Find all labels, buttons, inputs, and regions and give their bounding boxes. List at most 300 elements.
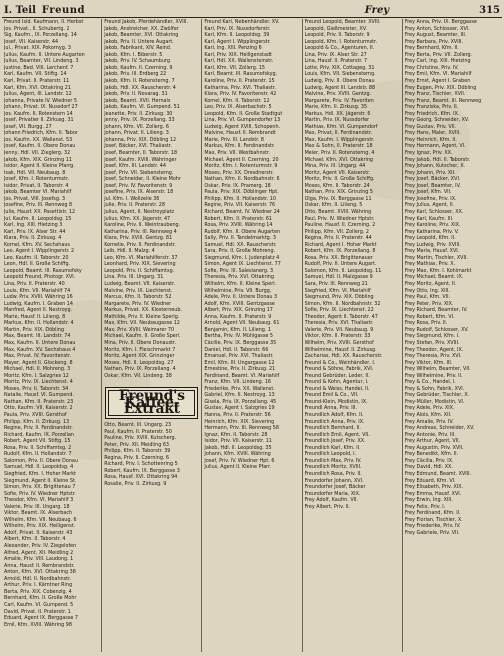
freunds-kaffee-extrakt-ad xyxy=(105,387,198,419)
directory-entry: Frey Mathias, Priv. X. xyxy=(404,261,456,268)
directory-entry: Richard, Kaufm. IX. Porzellan xyxy=(4,431,74,438)
directory-entry: Freundorfer Maria, XIX. xyxy=(304,490,361,497)
directory-entry: Leopold, Kfm. II. Große Stadtgut xyxy=(204,110,283,117)
column-3 xyxy=(202,19,302,652)
directory-entry: Markus, Kfm. II. Ferdinandstr. xyxy=(204,143,275,150)
directory-entry: Frey Edmund, Beamt. XVIII. xyxy=(404,470,472,477)
directory-entry: Freund Jakob, Pferdehändler, XVIII. xyxy=(104,19,189,25)
directory-entry: Ludwig, Beamt. VII. Kaiserstr. xyxy=(104,281,176,287)
directory-entry: Theresia, Priv. XVI. Thaliastr. xyxy=(304,320,374,327)
directory-entry: Frey Amalie, Priv. IV. xyxy=(404,418,454,425)
directory-entry: Gabriel, Kfm. II. Nestroyg. 13 xyxy=(204,392,275,399)
directory-entry: Karoline, Priv. II. Praterstr. 15 xyxy=(204,77,275,84)
directory-entry: Frey Franziska, Priv. II. xyxy=(404,104,459,111)
directory-entry: Rosa, Priv. XX. Brigittenauer xyxy=(304,254,373,261)
directory-entry: Frey Rudolf, Schlosser, XV. xyxy=(404,326,469,333)
directory-entry: Sofie, Priv. IX. Liechtenst. 22 xyxy=(304,307,374,314)
directory-entry: Ludwig, Kaufm. I. Graben 14 xyxy=(4,300,73,307)
directory-entry: Klara, Priv. XVIII. Gentzg. 81 xyxy=(104,235,173,242)
directory-entry: Freundorfer Johann, XVI. xyxy=(304,477,364,484)
directory-entry: Manfred, Agent II. Nestroyg. xyxy=(4,307,73,314)
directory-entry: Salomon, Kfm. II. Leopoldsg. 11 xyxy=(304,267,382,274)
directory-entry: Frey Julius, Agent, II. xyxy=(404,202,455,209)
directory-entry: Malvine, Priv. IX. Liechtenst. xyxy=(104,287,173,294)
directory-entry: Leopold, Gießmeister, XV. xyxy=(304,25,367,32)
directory-entry: Arnold, Agent VII. Neubaug. 61 xyxy=(204,320,280,327)
directory-entry: Ernestine, Priv. II. Zirkusg. 21 xyxy=(204,366,276,373)
directory-entry: Oskar, Kfm. VII. Lindeng. 38 xyxy=(104,372,172,379)
directory-entry: Jakob, Priv. II. Novarag. 31 xyxy=(104,91,168,98)
directory-entry: Jul. Kfm. I. Wollzeile 36 xyxy=(104,195,160,202)
directory-entry: Frey Friedrich, Kfm. IX. xyxy=(404,110,460,117)
directory-entry: Alexander, Priv. IV. Ziegelofen xyxy=(4,543,77,549)
directory-entry: Julie, Priv. II. Praterstr. 28 xyxy=(104,202,165,209)
directory-entry: Frey Elisabeth, Priv. XIX. xyxy=(404,484,464,491)
directory-entry: Lina, Priv. IX. Alser Str. 27 xyxy=(304,51,367,58)
directory-entry: Wilhelm, Kfm. II. Kleine Sperl. xyxy=(204,281,277,287)
directory-entry: Jos. Privat., II. Schubertg. 2 xyxy=(4,25,70,32)
directory-entry: Margarete, Priv. IV. Favoriten xyxy=(304,97,374,104)
directory-entry: Jakob, Kfm. II. Rotensterng. 7 xyxy=(104,77,175,84)
directory-entry: Frey Richard, Beamter, IV. xyxy=(404,307,468,314)
directory-entry: Frey Max, Kfm. I. Kohlmarkt xyxy=(404,267,472,274)
directory-entry: Freundlich Emil, Agent, VII. xyxy=(304,431,370,438)
directory-entry: Bertha, Priv. IV. Mühlgasse 5 xyxy=(204,333,273,340)
directory-entry: Sally, Priv. II. Tandelmarktg. 3 xyxy=(204,235,276,242)
directory-entry: Rosalie, Priv. II. Zirkusg. 9 xyxy=(104,480,167,487)
directory-entry: Freundlich Josef, Priv. XX. xyxy=(304,438,366,445)
directory-entry: Salomon, Priv. II. Obere Donau xyxy=(4,457,78,464)
directory-entry: Kornel, Kfm. II. Taborstr. 12 xyxy=(204,97,270,104)
directory-entry: Philipp, Kfm. II. Hollandstr. 10 xyxy=(204,195,276,202)
directory-entry: Frey Robert, Kfm. VI. xyxy=(404,313,455,320)
directory-entry: Samuel, Hdl. XX. Rauscherstr. xyxy=(204,241,277,248)
directory-entry: Ludw. Priv. XVIII. Währing 16 xyxy=(4,294,73,301)
directory-entry: Mathilde, Priv. II. Kleine Sperlg. xyxy=(104,313,180,320)
directory-entry: Karl, Beamt. III. Rasumofskyg. xyxy=(204,71,278,78)
directory-entry: Julius, Agent II. Kleine Pfarr. xyxy=(204,464,272,471)
directory-entry: Frey Alois, Kfm. XII. xyxy=(404,412,452,418)
directory-entry: Rudolf, Kfm. II. Hollandstr. 7 xyxy=(4,451,72,458)
directory-entry: Frey Otto, Ing. XIII. xyxy=(404,287,450,294)
directory-entry: Albert, Priv. XIX. Grinzing 17 xyxy=(204,307,273,314)
directory-entry: Daniel, Hdl. II. Taborstr. 66 xyxy=(204,346,269,353)
directory-entry: Frey Georg, Schneider, XV. xyxy=(404,117,470,124)
directory-entry: Max, Privat. IV. Favoritenstr. xyxy=(4,353,72,360)
directory-entry: Freundlich Adolf, Kfm. II. xyxy=(304,412,364,418)
directory-entry: Frey Bernhard, Kfm. II. xyxy=(404,45,459,52)
directory-entry: Leonhard, Priv. XIX. Sievering xyxy=(104,261,176,268)
directory-entry: Josef, Priv. IV. Favoritenstr. 9 xyxy=(104,182,173,189)
directory-entry: Carl, Kaufm. VI. Gumpend. 5 xyxy=(4,601,74,608)
directory-entry: Emanuel, Priv. XVI. Thaliastr. xyxy=(204,353,274,360)
directory-entry: Frey Franz, Beamt. III. Rennweg xyxy=(404,97,482,104)
directory-entry: Frey Josefine, Priv. IX. xyxy=(404,195,457,202)
directory-entry: Leib, Hdl. II. Malzg. 4 xyxy=(104,248,155,255)
directory-entry: Johann Friedrich, Kfm. II. Tabor xyxy=(4,130,78,137)
directory-entry: Frey Christine, Priv. IV. xyxy=(404,64,459,71)
directory-entry: Frey Rosa, Priv. II. xyxy=(404,320,448,327)
directory-entry: Isak, Hdl. VII. Neubaug. 8 xyxy=(4,169,66,176)
directory-entry: Frey Stefan, Priv. XVIII. xyxy=(404,339,460,346)
directory-entry: Leopold, Beamt. III. Rasumofsky xyxy=(4,267,82,274)
directory-entry: Oskar, Kfm. II. Lilieng. 5 xyxy=(304,202,363,209)
directory-entry: Frey David, Hdl. XX. xyxy=(404,464,453,471)
directory-entry: Frey Berta, Priv. VII. Zollerg. xyxy=(404,51,473,58)
directory-entry: Peter, Priv. XII. Meidling 63 xyxy=(104,441,169,448)
directory-entry: Lina, Priv. III. Ungarg. 31 xyxy=(104,274,164,281)
directory-entry: Moritz, Priv. II. Große Schiffg. xyxy=(304,176,375,183)
directory-entry: Jos. Kaufm. XX. Wallenst. 53 xyxy=(4,136,73,143)
directory-entry: Max & Sohn, II. Praterstr. 18 xyxy=(304,143,373,150)
directory-entry: Lotte, Priv. XIX. Cottageg. 31 xyxy=(304,64,375,71)
directory-entry: Mathias, Kfm. VI. Gumpendorf xyxy=(304,123,378,130)
directory-entry: Jakob, Beamter VI. Mariahilf xyxy=(4,189,72,196)
directory-entry: Josef, Beamter, II. Taborstr. 18 xyxy=(104,150,178,156)
directory-entry: Karoline, Priv. II. Weintraubeng. xyxy=(104,222,181,229)
directory-entry: Josefine, Priv. IX. Alserstr. 18 xyxy=(104,189,174,196)
directory-entry: Max, Kaufm. XV. Sechshaus 4 xyxy=(4,346,76,353)
directory-entry: Adolf, Privat. II. Kaiserstr. 43 xyxy=(4,529,73,536)
directory-entry: Marie, Hausf. II. Lilieng. 8 xyxy=(4,313,66,320)
directory-entry: Bernhard, Kfm. II. Große Mohr xyxy=(4,595,77,602)
directory-entry: Margarete, Priv. IV. Wiedner xyxy=(104,300,172,307)
header-part-label: I. Teil xyxy=(4,4,36,16)
directory-entry: Philipp, Kfm. II. Taborstr. 39 xyxy=(104,448,171,455)
column-4 xyxy=(303,19,403,652)
directory-entry: Josef, Bäcker, XVI. Thaliastr. xyxy=(104,143,172,150)
directory-entry: Johann, Privat. II. Lilieng. 3 xyxy=(104,130,169,137)
directory-entry: Siegmund, Priv. XIX. Döbling xyxy=(304,294,374,301)
directory-entry: Frey Adele, Priv. XIX. xyxy=(404,405,455,412)
directory-entry: Frey Josef, Kfm. VII. xyxy=(404,189,452,196)
header-right-word: Frey xyxy=(364,4,390,16)
directory-entry: Frey Gabriele, Priv. VII. xyxy=(404,529,460,536)
directory-entry: Frey Gebrüder, Tischler, X. xyxy=(404,392,470,399)
directory-entry: Freund-Klein, Modistin, IX. xyxy=(304,398,368,405)
directory-entry: Karl, Kaufm. VII. Stiftg. 14 xyxy=(4,71,67,78)
directory-entry: Paul, Priv. IV. Wiedner Hptstr. xyxy=(304,215,375,222)
directory-entry: Zacharias, Hdl. XX. Rauscherstr. xyxy=(304,353,383,360)
directory-entry: Wilhelmine, Priv. VII. Burgg. xyxy=(204,287,272,294)
directory-entry: Karl, Priv. IX. Nussdorferstr. xyxy=(204,25,271,32)
directory-entry: Jakob, Priv. II. Untere Augart. xyxy=(104,38,174,45)
directory-entry: Sofie, Priv. III. Salesianerg. 3 xyxy=(204,267,274,274)
directory-entry: Josef, Kaufm. XVIII. Währinger xyxy=(104,156,177,163)
directory-entry: Viktor, Kfm. II. Praterstr. 33 xyxy=(304,333,371,340)
directory-entry: Frey Albert, Priv. II. xyxy=(304,503,351,510)
directory-entry: Louis, Kfm. VII. Mariahilf 74 xyxy=(4,287,71,294)
directory-entry: Julius, Kaufm. II. Untere Augarten xyxy=(4,51,85,58)
directory-entry: Freund Leopold, Beamter. XVIII. xyxy=(304,19,381,25)
directory-entry: Regina, Priv. II. Czerning. 6 xyxy=(104,454,170,461)
directory-entry: Max, Priv. XVIII. Weimarer 70 xyxy=(104,326,175,333)
directory-entry: Frey Heinrich, Kfm. II. xyxy=(404,136,457,143)
directory-entry: Anton, Kfm. XVI. Ottakring 38 xyxy=(4,569,76,576)
directory-entry: Jakob, Priv. III. Erdberg 22 xyxy=(104,71,167,78)
directory-entry: Moritz, Agent XIX. Grinzinger xyxy=(104,353,175,360)
directory-entry: Marcus, Kfm. II. Taborstr. 52 xyxy=(104,294,172,301)
directory-entry: Freund Karl, Nebenhändler. XV. xyxy=(204,19,280,25)
directory-entry: Richard, Agent I. Hoher Markt xyxy=(304,241,377,248)
directory-entry: Josef, Priv. IV. Wiedner Hpt. 6 xyxy=(204,457,275,464)
directory-entry: Regina, Priv. II. Praterstr. 44 xyxy=(304,235,372,242)
column-5 xyxy=(403,19,502,652)
ad-text: Freund's Kaffee-Extrakt xyxy=(118,388,185,418)
page-header xyxy=(4,3,500,17)
directory-entry: Frey Felix, Priv. I. xyxy=(404,503,446,510)
directory-entry: Robert, Agent VII. Stiftg. 15 xyxy=(4,438,71,445)
directory-entry: Frey Josef, Bäcker, XVI. xyxy=(404,176,461,183)
header-rule xyxy=(2,17,502,18)
directory-entry: Freund Emil & Co., VII. xyxy=(304,392,359,399)
directory-entry: Freundorfer Josef, Bäcker xyxy=(304,484,366,491)
directory-entry: Frey Michael, Beamt. IX. xyxy=(404,274,464,281)
directory-entry: Nathan, Priv. XIX. Grinzing 5 xyxy=(304,189,374,196)
directory-entry: Johanna, Private IV. Wiedner 5 xyxy=(4,97,77,104)
directory-entry: Frey Carl, Ing. XIII. Hietzing xyxy=(404,58,471,65)
directory-entry: Frey Moritz, Agent, II. xyxy=(404,281,457,287)
directory-entry: Friederike, Priv. XX. Wallenst. xyxy=(204,385,275,392)
directory-entry: Eduard, Agent IX. Berggasse 7 xyxy=(4,615,78,622)
directory-entry: Karl, Kfm. II. Leopoldsg. 39 xyxy=(204,32,270,39)
directory-entry: Frey Anton, Schlosser, XVI. xyxy=(404,25,470,32)
directory-entry: Philipp, Kfm. II. Zirkusg. 13 xyxy=(4,418,70,425)
directory-entry: Nathan, Kfm. II. Nordbahnstr. 6 xyxy=(204,176,280,183)
directory-entry: Frey Andreas, Schneider, XV. xyxy=(404,425,475,432)
directory-entry: Martin, Priv. IX. Nussdorfer xyxy=(304,117,370,124)
directory-entry: Max, Kfm. VII. Neubaugasse 12 xyxy=(104,320,180,327)
directory-entry: Arnold, Hdl. II. Nordbahnstr. xyxy=(4,575,72,582)
header-left-word: Freund xyxy=(41,4,85,16)
directory-entry: Johann, Privat. IX. Nussdorf 27 xyxy=(4,104,78,111)
directory-entry: Johanna, Priv. XIX. Döbling 12 xyxy=(104,136,177,143)
directory-entry: Josef, Schneider, II. Kleine Mohr xyxy=(104,176,181,183)
directory-entry: Josef, Priv. VII. Siebensterng. xyxy=(104,169,174,176)
directory-entry: Frey Barbara, Priv. XVIII. xyxy=(404,38,464,45)
directory-entry: Isidor, Priv. VII. Kaiserstr. 11 xyxy=(204,438,272,445)
directory-entry: Frey Johann, Kutscher, X. xyxy=(404,163,466,170)
directory-entry: Kornel, Kfm. XV. Sechshaus xyxy=(4,241,70,248)
directory-entry: Malvine, Priv. XVIII. Gentzg. xyxy=(304,91,372,98)
directory-entry: Rosa, Priv. II. Schiffamtsg. 2 xyxy=(4,444,72,451)
directory-entry: Lina, Priv. II. Praterstr. 40 xyxy=(4,281,65,287)
directory-entry: Frey Ludwig, Priv. XVIII. xyxy=(404,241,461,248)
directory-entry: Mina, Priv. II. Obere Donaustr. xyxy=(104,339,177,346)
directory-entry: Jakob, Kfm. I. Biberstr. 5 xyxy=(104,51,163,58)
directory-entry: Simon, Priv. XX. Brigittenau 7 xyxy=(4,484,76,491)
directory-entry: Anna, Hausf. II. Rembrandstr. xyxy=(4,562,75,569)
directory-entry: Frey Wilhelmine, Priv. II. xyxy=(404,372,463,379)
directory-entry: Frey Emil, Kfm. VI. Mariahilf xyxy=(404,71,472,78)
header-right xyxy=(365,5,500,16)
directory-entry: Julie, Hausf. XX. Pasettistr. 12 xyxy=(4,208,76,215)
directory-entry: Freundlich Leopold, I. xyxy=(304,451,357,458)
directory-entry: Franz, Kfm. VII. Lindeng. 16 xyxy=(204,379,272,386)
directory-entry: Jakob, Kaufm. VI. Gumpend. 51 xyxy=(104,104,180,111)
directory-entry: Frey & Sohn, Fabrik, XVI. xyxy=(404,385,465,392)
directory-entry: Moritz, Kfm. I. Fleischmarkt 7 xyxy=(104,346,176,353)
directory-entry: Leopold Freund, Photogr. XVI. xyxy=(4,274,76,281)
directory-entry: Moses, Priv. XX. Dresdnerstr. xyxy=(204,169,274,176)
directory-entry: Freundlich Anna, Priv. IX. xyxy=(304,418,365,425)
directory-entry: Leopold, Priv. II. Taborstr. 9 xyxy=(304,32,370,39)
directory-entry: Jakob, Priv. IV. Schaumburg xyxy=(104,58,170,65)
directory-entry: Frey Arthur, Agent, VII. xyxy=(404,438,461,445)
directory-entry: Frey Friederike, Priv. IV. xyxy=(404,523,461,530)
directory-entry: Philipp, Kfm. VII. Zollerg. 2 xyxy=(304,228,369,235)
directory-entry: Mina, Priv. III. Ungarg. 44 xyxy=(304,163,366,170)
directory-entry: Leo, Priv. IX. Alserbachstr. 5 xyxy=(204,104,272,111)
directory-entry: Leopold, Priv. II. Schiffamtsg. xyxy=(104,267,175,274)
directory-entry: Markus, Kfm. II. Hollandstr. 4 xyxy=(4,320,74,327)
directory-entry: Karl, Privat. II. Praterstr. 11 xyxy=(4,77,70,84)
directory-entry: Josef, Privatier II. Zirkusg. 31 xyxy=(4,117,74,124)
directory-entry: Hanna, Priv. II. Praterstr. 56 xyxy=(204,412,271,418)
directory-entry: Rosa, Hausf. XVI. Ottakring 94 xyxy=(104,474,178,481)
directory-entry: Frey Erwin, Ing. XIII. xyxy=(404,497,453,504)
directory-entry: Ferdinand, Beamt. VI. Mariahilf xyxy=(204,372,280,379)
directory-entry: Jakob, Hdl. II. Leopoldsg. 35 xyxy=(204,444,272,451)
directory-entry: Otto, Kaufm. VII. Kaiserstr. 2 xyxy=(4,405,73,412)
page-number: 315 xyxy=(479,4,500,16)
directory-entry: Wilhelmine, Hausf. II. Zirkusg. xyxy=(304,346,377,353)
directory-entry: Karl, Kfm. VII. Zollerg. 15 xyxy=(204,64,266,71)
directory-entry: Freund Isid. Kaufmann, II. Herbst xyxy=(4,19,84,25)
directory-entry: Frey Wilhelm, Beamter, VII. xyxy=(404,366,471,373)
directory-entry: Hermann, Priv. III. Rennweg 58 xyxy=(204,425,279,432)
directory-entry: Leo, Kaufm. II. Taborstr. 20 xyxy=(4,254,69,261)
directory-entry: Sara, Priv. II. Große Mohreng. xyxy=(204,248,276,255)
directory-entry: Markus, Privat. XX. Klosterneub. xyxy=(104,307,182,314)
directory-entry: Leo, Agent I. Wipplingerstr. 2 xyxy=(4,248,75,255)
directory-entry: Frey Peter, Priv. XIX. xyxy=(404,300,454,307)
directory-entry: Moritz, Kfm. I. Rotenturmstr. 9 xyxy=(204,163,278,170)
directory-entry: Karl, Kfm. XVI. Ottakring 21 xyxy=(4,84,71,91)
directory-entry: Otto, Beamt. III. Ungarg. 23 xyxy=(104,422,172,428)
directory-entry: Frey Siegmund, Kfm. I. xyxy=(404,333,460,340)
directory-entry: Pauline, Hausf. II. Czerning. 2 xyxy=(304,222,376,229)
directory-entry: Frey Hermann, Agent, VI. xyxy=(404,143,466,150)
directory-entry: Wilhelm, Kfm. VII. Neubaug. 6 xyxy=(4,516,77,523)
directory-entry: Martin, Priv. XIX. Döbling xyxy=(4,326,65,333)
directory-entry: Freund & Kohn, Agentur, I. xyxy=(304,379,369,386)
directory-entry: Regine, Priv. VII. Kaiserstr. 76 xyxy=(204,202,276,209)
directory-entry: Samuel, Hdl. II. Malzgasse 9 xyxy=(304,274,373,281)
directory-entry: Josefine, Priv. III. Rennweg 8 xyxy=(4,202,73,209)
directory-entry: Moses, Kfm. II. Taborstr. 24 xyxy=(304,182,370,189)
directory-entry: Kornelie, Priv. II. Ferdinandstr. xyxy=(104,241,176,248)
directory-entry: Josef, Kfm. III. Landstr. 44 xyxy=(104,163,166,170)
directory-entry: Karl, Ing. XIII. Hietzing 3 xyxy=(4,222,63,229)
directory-entry: Rosa, Priv. XVIII. Währing 14 xyxy=(204,222,273,229)
directory-entry: Paul, Kaufm. II. Praterstr. 50 xyxy=(104,428,172,435)
directory-entry: Moses, Priv. II. Taborstr. 34 xyxy=(4,385,69,392)
directory-entry: Heinrich, Kfm. XIX. Sievering xyxy=(204,418,275,425)
directory-entry: Valerie, Priv. III. Ungarg. 18 xyxy=(4,503,70,510)
directory-entry: Mayer, Agent II. Glockeng. 8 xyxy=(4,359,73,366)
directory-entry: Isidor, Privat, II. Taborstr. 4 xyxy=(4,182,69,189)
directory-entry: Karl, Agent I. Wipplingerstr. xyxy=(204,38,271,45)
directory-entry: Ludwig, Agent XVIII. Schopenh. xyxy=(204,123,281,130)
directory-entry: Frey Paul, Kfm. VII. xyxy=(404,294,451,301)
directory-entry: Frey Karoline, Priv. XIX. xyxy=(404,222,461,229)
directory-entry: Justine, Bed. VIII. Lerchenf. 7 xyxy=(4,64,74,71)
directory-entry: Julius, Agent, III. Landstr. 12 xyxy=(4,91,72,98)
directory-entry: Frey Antonie, Priv. III. xyxy=(404,431,456,438)
directory-entry: Wilhelm, Priv. XIX. Heiligenst. xyxy=(4,523,76,530)
directory-entry: Jakob, Fabrikant, XIV. Reind. xyxy=(104,45,172,52)
directory-entry: Frey Anna, Priv. IX. Berggasse xyxy=(404,19,477,25)
directory-entry: Jakob, Anstreicher. XX. Zwölfer xyxy=(104,25,179,32)
directory-entry: Ignaz, Kfm. II. Taborstr. 28 xyxy=(204,431,268,438)
directory-entry: Frey Katharina, Priv. V. xyxy=(404,228,459,235)
header-left xyxy=(4,5,85,16)
directory-entry: Katharina, Priv. XVI. Thaliastr. xyxy=(204,84,276,91)
directory-entry: Markus, Hdl. XX. Jägerstr. 6 xyxy=(304,110,371,117)
directory-entry: Wilhelm, Priv. XVIII. Gersthof xyxy=(304,339,374,346)
directory-entry: Frey August, Beamter, III. xyxy=(404,32,467,39)
directory-entry: Frey Ferdinand, Kfm. II. xyxy=(404,510,461,517)
directory-entry: Sig. Kaufm., IX. Porzellang. 14 xyxy=(4,32,77,39)
directory-entry: Max, Kaufm. II. Untere Donau xyxy=(4,339,76,346)
directory-entry: Leopold, Kfm. I. Rotenturmstr. xyxy=(304,38,378,45)
directory-entry: Freund & Söhne, Fabrik, XVI. xyxy=(304,366,374,373)
directory-entry: Moritz, Priv. IX. Liechtenst. 4 xyxy=(4,379,73,386)
directory-entry: Siegfried, Kfm. I. Hoher Markt xyxy=(4,470,76,477)
directory-entry: Siegfried, Kfm. VI. Mariahilf xyxy=(304,287,371,294)
directory-entry: Frey Ignaz, Priv. XX. xyxy=(404,150,453,156)
directory-entry: Frey & Co., Handel, I. xyxy=(404,379,456,386)
directory-entry: Frey Hans, Maler, XVIII. xyxy=(404,130,461,137)
directory-entry: Oskar, Priv. IX. Pramerg. 18 xyxy=(204,182,271,189)
directory-entry: Johann, Kfm. XVIII. Währing xyxy=(204,451,271,458)
directory-entry: Emil, Kfm. XVIII. Währing 98 xyxy=(4,621,72,628)
directory-entry: Freundlich Rosa, Priv. II. xyxy=(304,470,362,477)
directory-entry: Frey Florian, Tischler, X. xyxy=(404,516,463,523)
directory-entry: Max, Kaufm. I. Wipplingerstr. xyxy=(304,136,375,143)
directory-entry: Klara, Priv. IV. Favoritenstr. 42 xyxy=(204,91,277,98)
directory-entry: Rudolf, Priv. II. Untere Augart. xyxy=(304,261,377,268)
directory-entry: Moritz, Agent VII. Kaiserstr. xyxy=(304,169,371,176)
directory-entry: Nathan, Kfm. II. Praterstr. 23 xyxy=(4,398,74,405)
directory-entry: Frey Jakob, Hdl. II. Taborstr. xyxy=(404,156,471,163)
directory-entry: Frey Theodor, Agent, IX. xyxy=(404,346,464,353)
directory-entry: Frey Karl, Schlosser, XX. xyxy=(404,208,464,215)
directory-entry: Marie, Kfm. II. Zirkusg. 35 xyxy=(304,104,368,111)
directory-entry: Frey Eugen, Priv. XIX. Döbling xyxy=(404,84,477,91)
directory-entry: Arthur, Priv. I. Kärntner Ring xyxy=(4,582,73,589)
directory-entry: Gisela, Priv. IX. Porzellang. 45 xyxy=(204,398,277,405)
directory-entry: Viktor, Beamt. IX. Alserbach xyxy=(4,510,73,517)
directory-entry: Michael, Agent II. Czerning. 20 xyxy=(204,156,279,163)
directory-entry: Jakob, Hdl. XX. Rauscherstr. 4 xyxy=(104,84,176,91)
directory-entry: Paula, Priv. XVIII. Gersthof xyxy=(4,412,67,418)
directory-entry: Marie, Priv. III. Landstr. 8 xyxy=(204,136,264,143)
directory-entry: Frey Franz, Tischler, XVII. xyxy=(404,91,466,98)
directory-entry: Paula, Priv. XIX. Döblinger Hpt. xyxy=(204,189,279,196)
directory-entry: Freundlich Karl, Kfm. II. xyxy=(304,444,361,451)
directory-entry: Frey Adolf, Kaufm. VII. xyxy=(304,497,359,504)
directory-entry: Moses, Hdl. II. Leopoldsg. 27 xyxy=(104,359,174,366)
directory-entry: Malvine, Hausf. II. Rembrandt xyxy=(204,130,276,137)
directory-entry: Frey Augustin, Priv. XVII. xyxy=(404,444,464,451)
directory-entry: Frey Josef, Beamter, IV. xyxy=(404,182,461,189)
directory-entry: Meier, Priv. II. Rotensterng. 4 xyxy=(304,150,375,156)
directory-entry: Natalie, Hausf. VI. Gumpend. xyxy=(4,392,74,399)
directory-entry: Richard, Priv. I. Schottenring 5 xyxy=(104,461,178,468)
directory-entry: Lina, Priv. VI. Gumpendorfer 13 xyxy=(204,117,281,124)
